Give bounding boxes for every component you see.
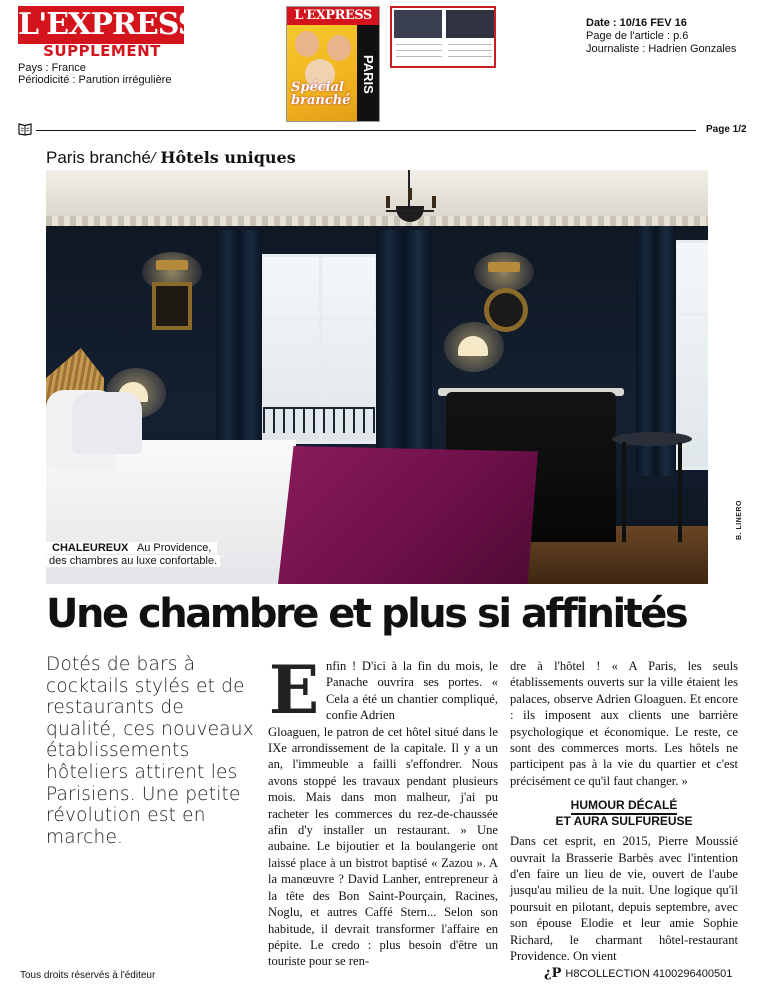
wall-lamp	[156, 260, 188, 270]
pillow	[72, 392, 142, 454]
magazine-cover-thumbnail	[286, 6, 380, 122]
col2-part-1: dre à l'hôtel ! « A Paris, les seuls établissements ouverts sur la ville étaient les palaces, observe Adrien Gloaguen. Et encore : ils imposent aux clients une barrière psychologique et économique. Le reste, ce sont des commerces morts. Les hôtels ne participent pas à la vie du quartier et c'est précisément ce qu'il faut changer. »	[510, 659, 738, 788]
window-bar	[263, 377, 375, 380]
page-article-text: Page de l'article : p.6	[586, 30, 689, 42]
lamp-glow	[474, 252, 534, 292]
lexpress-logo: L'EXPRESS	[18, 7, 199, 42]
meta-left	[18, 62, 171, 86]
cover-face-right	[327, 35, 351, 61]
drop-cap: E	[268, 651, 320, 729]
spread-photo-right	[446, 10, 494, 38]
footer-mark: ¿P	[544, 966, 562, 981]
caption-rest: Au Providence,	[131, 542, 214, 554]
col1-intro: nfin ! D'ici à la fin du mois, le Panache ouvrira ses portes. « Cela a été un chantier compliqué, confie Adrien	[326, 659, 498, 723]
date-text: Date : 10/16 FEV 16	[586, 17, 687, 29]
rubric-hotels: Hôtels uniques	[160, 148, 296, 167]
pays-text: Pays : France	[18, 62, 86, 74]
chandelier-candle	[432, 196, 436, 208]
section-rubric	[46, 148, 296, 168]
chandelier-candle	[386, 196, 390, 208]
chandelier-arm	[386, 210, 434, 212]
book-icon	[18, 122, 32, 136]
caption-lead: CHALEUREUX	[49, 542, 131, 554]
subhead	[510, 797, 738, 829]
hotel-room-photo	[46, 170, 708, 584]
article-headline: Une chambre et plus si affinités	[46, 591, 687, 637]
purple-throw	[278, 446, 538, 584]
journaliste-text: Journaliste : Hadrien Gonzales	[586, 43, 737, 55]
article-spread-thumbnail	[390, 6, 496, 68]
photo-caption	[46, 542, 220, 568]
article-column-2	[510, 658, 738, 965]
subhead-2: ET AURA SULFUREUSE	[555, 814, 693, 829]
spread-line	[448, 50, 492, 51]
subhead-line-1	[510, 797, 738, 813]
rights-notice: Tous droits réservés à l'éditeur	[20, 970, 156, 981]
window-bar	[677, 383, 708, 386]
cover-special-text: Spécial branché	[291, 80, 351, 108]
supplement-label: SUPPLEMENT	[43, 42, 161, 60]
article-standfirst: Dotés de bars à cocktails stylés et de restaurants de qualité, ces nouveaux établissements hôteliers attirent les Parisiens. Une petite révolution est en marche.	[46, 654, 254, 848]
footer-code: H8COLLECTION 4100296400501	[565, 968, 733, 980]
photo-molding	[46, 216, 708, 226]
spread-line	[396, 50, 442, 51]
cover-title: L'EXPRESS	[287, 7, 379, 25]
stool-leg	[678, 442, 682, 542]
spread-line	[396, 56, 442, 57]
wall-portrait-frame	[152, 282, 192, 330]
photo-credit: B. LINERO	[736, 500, 743, 540]
cover-face-left	[295, 31, 319, 57]
collection-code	[544, 966, 732, 981]
periodicite-text: Périodicité : Parution irrégulière	[18, 74, 172, 86]
rubric-separator: /	[150, 148, 156, 167]
window-bar	[677, 313, 708, 316]
spread-line	[448, 44, 492, 45]
wall-lamp	[488, 262, 520, 272]
window-bar	[263, 317, 375, 320]
col1-body: Gloaguen, le patron de cet hôtel situé dans le IXe arrondissement de la capitale. Il y a un an, l'immeuble a failli s'effondrer. Nous avons stoppé les travaux pendant plusieurs mois. Mais dans mon malheur, j'ai pu racheter les commerces du rez-de-chaussée afin d'y installer un restaurant. » Une aubaine. Le bijoutier et la boulangerie ont laissé place à un bistrot baptisé « Zazou ». A la manœuvre ? David Lanher, entrepreneur à la tête des Bon Saint-Pourçain, Racines, Noglu, et autres Caffé Stern... Selon son habitude, il devrait transformer l'affaire en pépite. Le credo : plus besoin d'être un touriste pour se ren-	[268, 724, 498, 969]
caption-line-2-text: des chambres au luxe confortable.	[46, 555, 220, 567]
col2-part-2: Dans cet esprit, en 2015, Pierre Moussié ouvrait la Brasserie Barbès avec l'intention d'en faire un lieu de vie, ouvert de l'aube jusqu'au milieu de la nuit. Une logique qu'il poursuit en pilotant, depuis septembre, avec son épouse Elodie et leur amie Sophie Richard, le charmant hôtel-restaurant Providence. On vient	[510, 834, 738, 964]
photo-ceiling	[46, 170, 708, 222]
chandelier-candle	[408, 188, 412, 200]
subhead-1: HUMOUR DÉCALÉ	[571, 798, 678, 815]
meta-right	[586, 17, 736, 56]
article-column-1	[268, 651, 498, 970]
spread-line	[396, 44, 442, 45]
header-rule	[36, 130, 696, 131]
spread-line	[448, 56, 492, 57]
caption-line-1	[46, 542, 220, 555]
window-balcony	[263, 407, 375, 433]
spread-photo-left	[394, 10, 442, 38]
cover-side-paris: PARIS	[357, 25, 379, 122]
photo-window-center	[260, 254, 378, 444]
page-number: Page 1/2	[706, 124, 747, 135]
caption-line-2	[46, 555, 220, 568]
stool-leg	[622, 442, 626, 542]
rubric-paris: Paris branché	[46, 148, 151, 167]
